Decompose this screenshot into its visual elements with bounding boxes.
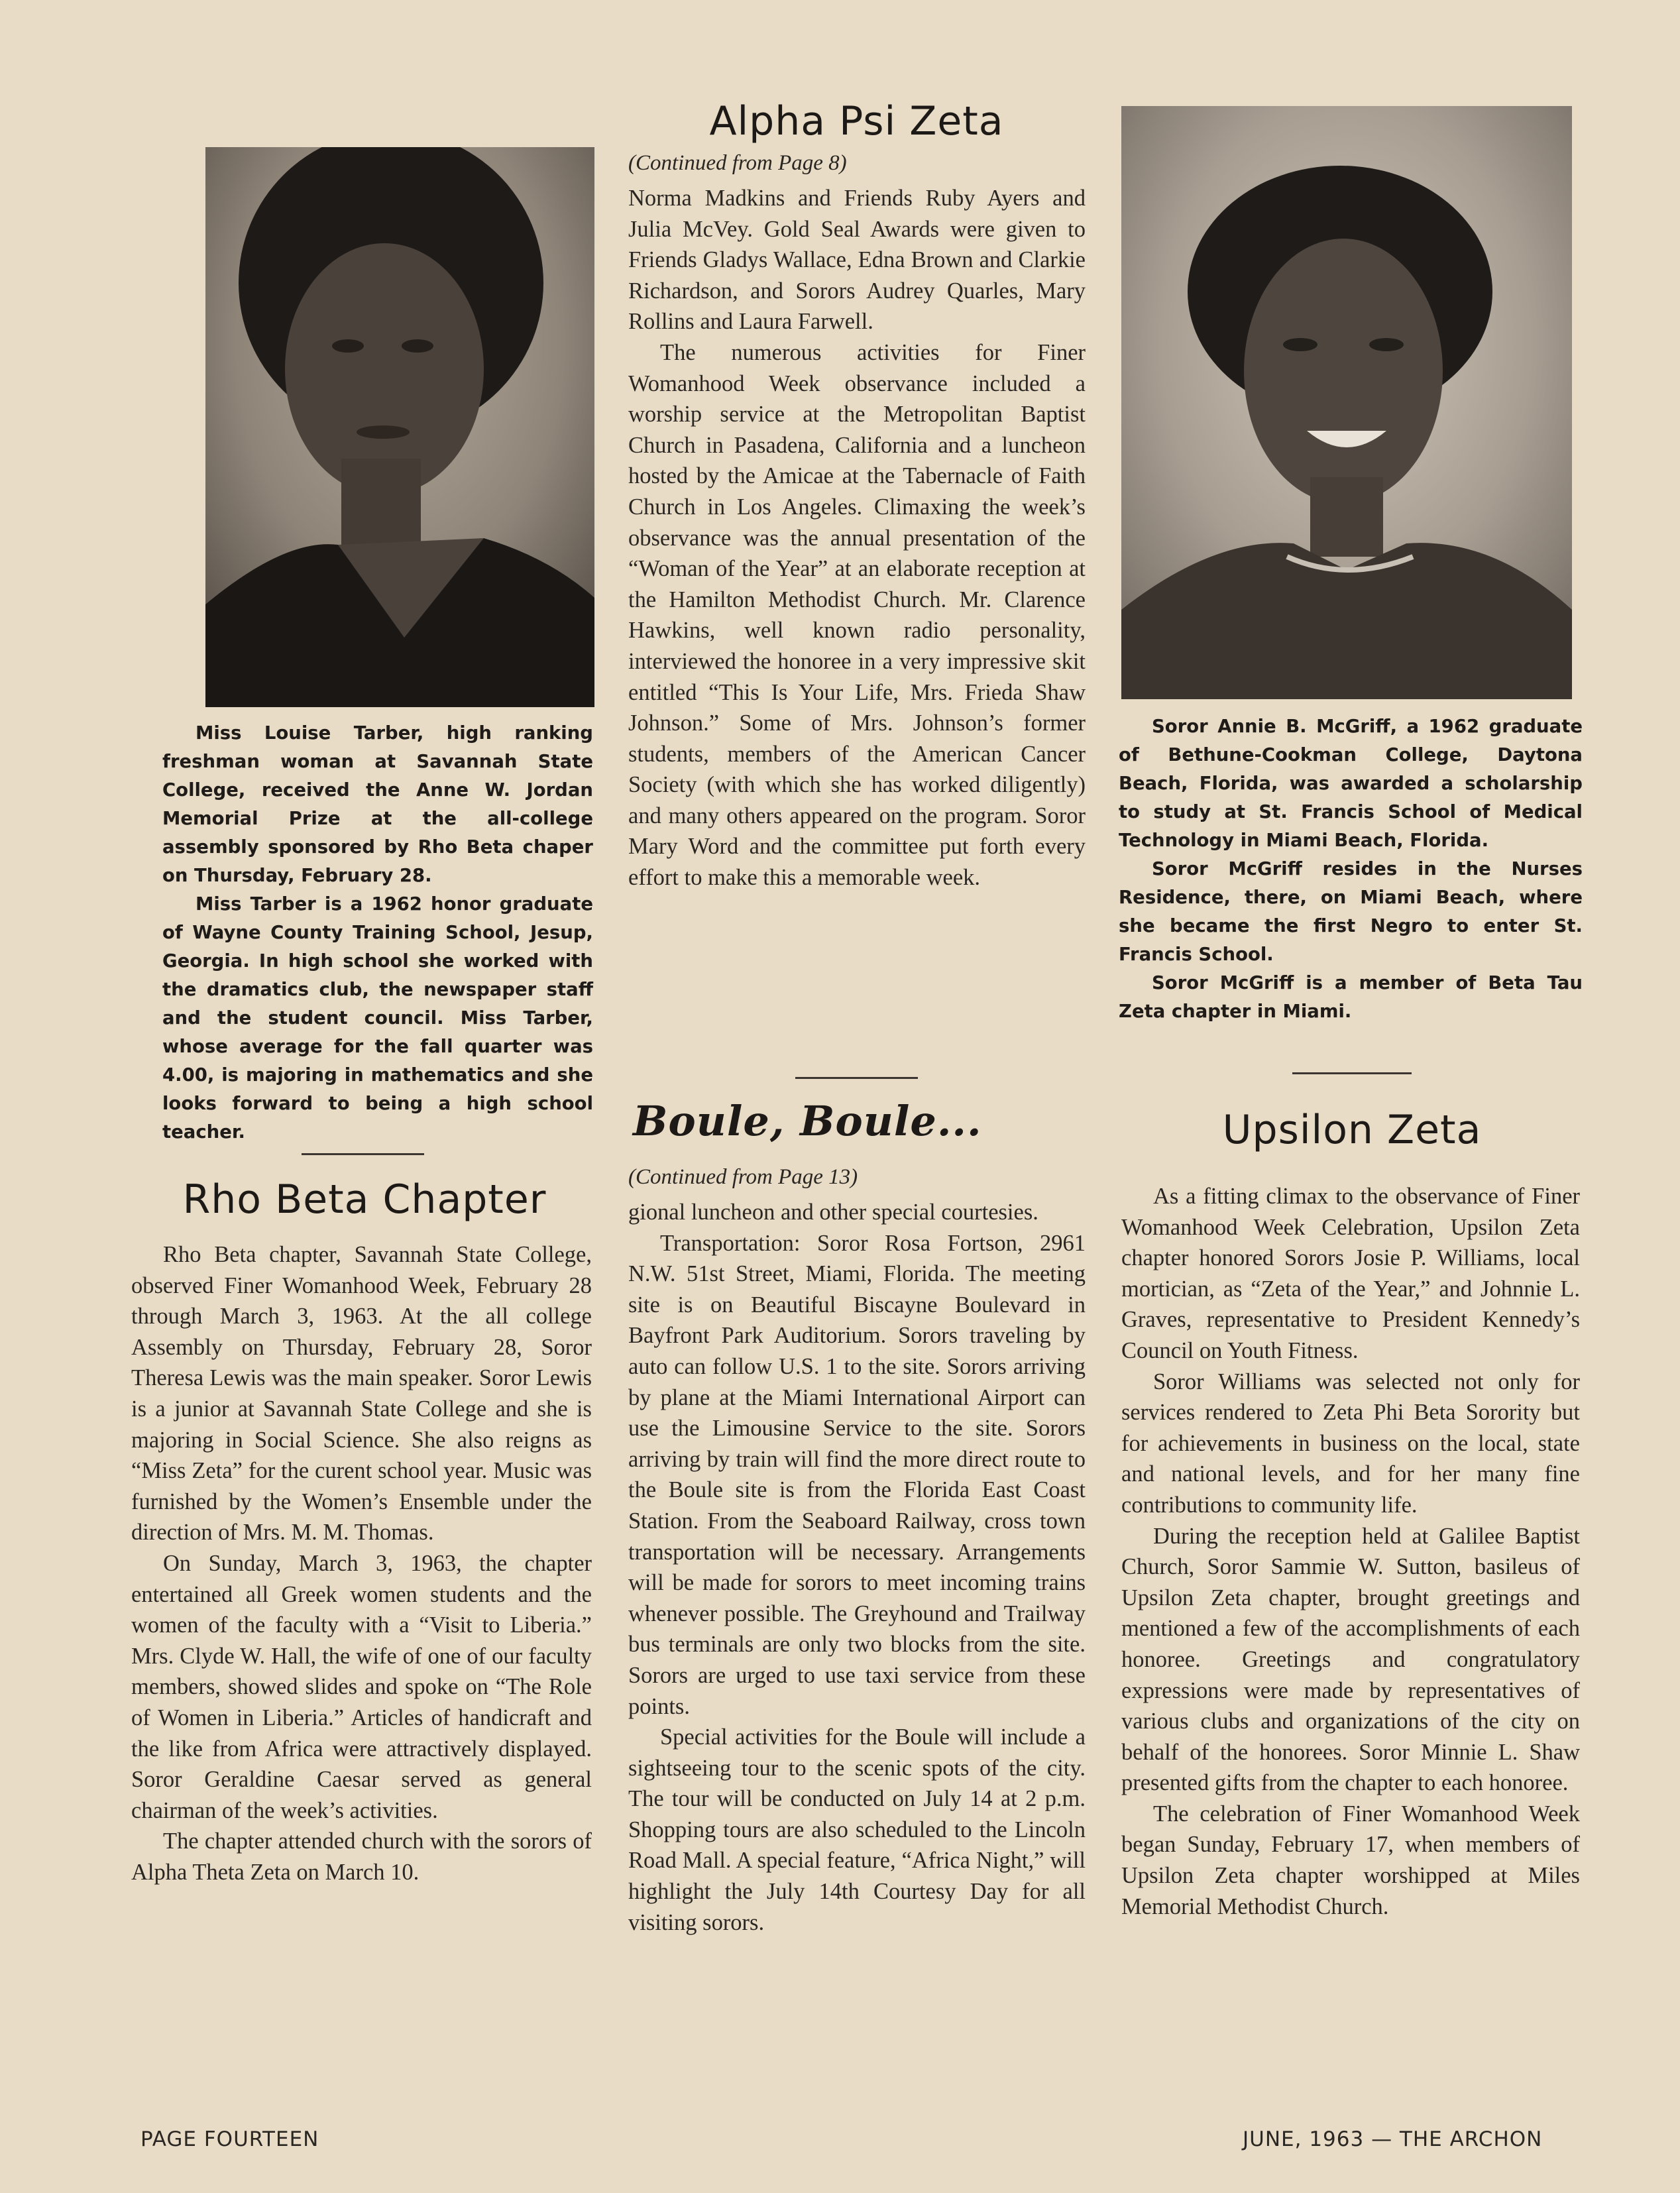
photo-caption-tarber [162, 719, 593, 1147]
paragraph: Norma Madkins and Friends Ruby Ayers and Julia McVey. Gold Seal Awards were given to Friends Gladys Wallace, Edna Brown and Clarkie Richardson, and Sorors Audrey Quarles, Mary Rollins and Laura Farwell. [628, 186, 1086, 335]
photo-caption-mcgriff [1119, 712, 1583, 1026]
paragraph: During the reception held at Galilee Baptist Church, Soror Sammie W. Sutton, basileus of Upsilon Zeta chapter, brought greetings and mentioned a few of the accomplishments of each honoree. Greetings and congratulatory expressions were made by representatives of various clubs and organizations of the city on behalf of the honorees. Soror Minnie L. Shaw presented gifts from the chapter to each honoree. [1121, 1523, 1580, 1796]
article-alpha-psi-zeta [628, 183, 1086, 893]
photo-annie-mcgriff [1121, 106, 1572, 699]
caption-paragraph: Miss Tarber is a 1962 honor graduate of Wayne County Training School, Jesup, Georgia. In high school she worked with the dramatics club, the newspaper staff and the student council. Miss Tarber, whose average for the fall quarter was 4.00, is majoring in mathematics and she looks forward to being a high school teacher. [162, 893, 593, 1143]
article-rho-beta [131, 1239, 592, 1887]
paragraph: As a fitting climax to the observance of Finer Womanhood Week Celebration, Upsilon Zeta chapter honored Sorors Josie P. Williams, local mortician, as “Zeta of the Year,” and Johnnie L. Graves, representative to President Kennedy’s Council on Youth Fitness. [1121, 1184, 1580, 1363]
caption-paragraph: Soror McGriff is a member of Beta Tau Zeta chapter in Miami. [1119, 972, 1583, 1022]
heading-rho-beta-chapter: Rho Beta Chapter [182, 1176, 547, 1223]
caption-paragraph: Miss Louise Tarber, high ranking freshman woman at Savannah State College, received the Anne W. Jordan Memorial Prize at the all-college assembly sponsored by Rho Beta chaper on Thursday, February 28. [162, 722, 593, 886]
paragraph: Transportation: Soror Rosa Fortson, 2961 N.W. 51st Street, Miami, Florida. The meeting site is on Beautiful Biscayne Boulevard in Bayfront Park Auditorium. Sorors traveling by auto can follow U.S. 1 to the site. Sorors arriving by plane at the Miami International Airport can use the Limousine Service to the site. Sorors arriving by train will find the more direct route to the Boule site is from the Florida East Coast Station. From the Seaboard Railway, cross town transportation will be necessary. Arrangements will be made for sorors to meet incoming trains whenever possible. The Greyhound and Trailway bus terminals are only two blocks from the site. Sorors are urged to use taxi service from these points. [628, 1230, 1086, 1719]
paragraph: The celebration of Finer Womanhood Week began Sunday, February 17, when members of Upsilon Zeta chapter worshipped at Miles Memorial Methodist Church. [1121, 1801, 1580, 1919]
heading-boule-boule: Boule, Boule... [633, 1097, 982, 1145]
paragraph: The chapter attended church with the sorors of Alpha Theta Zeta on March 10. [131, 1828, 592, 1885]
continued-note: (Continued from Page 13) [628, 1165, 858, 1189]
paragraph: Soror Williams was selected not only for services rendered to Zeta Phi Beta Sorority but for achievements in business on the local, state and national levels, and for her many fine contributions to community life. [1121, 1369, 1580, 1518]
paragraph: gional luncheon and other special courtesies. [628, 1200, 1038, 1225]
paragraph: Rho Beta chapter, Savannah State College, observed Finer Womanhood Week, February 28 through March 3, 1963. At the all college Assembly on Thursday, February 28, Soror Theresa Lewis was the main speaker. Soror Lewis is a junior at Savannah State College and she is majoring in Social Science. She also reigns as “Miss Zeta” for the curent school year. Music was furnished by the Women’s Ensemble under the direction of Mrs. M. M. Thomas. [131, 1242, 592, 1546]
section-divider [1292, 1072, 1412, 1074]
continued-note: (Continued from Page 8) [628, 151, 847, 175]
section-divider [302, 1153, 424, 1155]
article-upsilon-zeta [1121, 1181, 1580, 1922]
paragraph: The numerous activities for Finer Womanhood Week observance included a worship service at the Metropolitan Baptist Church in Pasadena, California and a luncheon hosted by the Amicae at the Tabernacle of Faith Church in Los Angeles. Climaxing the week’s observance was the annual presentation of the “Woman of the Year” at an elaborate reception at the Hamilton Methodist Church. Mr. Clarence Hawkins, well known radio personality, interviewed the honoree in a very impressive skit entitled “This Is Your Life, Mrs. Frieda Shaw Johnson.” Some of Mrs. Johnson’s former students, members of the American Cancer Society (with which she has worked diligently) and many others appeared on the program. Soror Mary Word and the committee put forth every effort to make this a memorable week. [628, 339, 1086, 891]
caption-paragraph: Soror Annie B. McGriff, a 1962 graduate of Bethune-Cookman College, Daytona Beach, Florida, was awarded a scholarship to study at St. Francis School of Medical Technology in Miami Beach, Florida. [1119, 716, 1583, 851]
article-boule [628, 1197, 1086, 1938]
caption-paragraph: Soror McGriff resides in the Nurses Residence, there, on Miami Beach, where she became the first Negro to enter St. Francis School. [1119, 858, 1583, 965]
heading-upsilon-zeta: Upsilon Zeta [1222, 1107, 1482, 1153]
paragraph: On Sunday, March 3, 1963, the chapter entertained all Greek women students and the women of the faculty with a “Visit to Liberia.” Mrs. Clyde W. Hall, the wife of one of our faculty members, showed slides and spoke on “The Role of Women in Liberia.” Articles of handicraft and the like from Africa were attractively displayed. Soror Geraldine Caesar served as general chairman of the week’s activities. [131, 1550, 592, 1823]
paragraph: Special activities for the Boule will include a sightseeing tour to the scenic spots of the city. The tour will be conducted on July 14 at 2 p.m. Shopping tours are also scheduled to the Lincoln Road Mall. A special feature, “Africa Night,” will highlight the July 14th Courtesy Day for all visiting sorors. [628, 1724, 1086, 1935]
photo-louise-tarber [205, 147, 594, 707]
issue-line: JUNE, 1963 — THE ARCHON [1243, 2127, 1543, 2151]
heading-alpha-psi-zeta: Alpha Psi Zeta [709, 98, 1004, 144]
page-number: PAGE FOURTEEN [140, 2127, 319, 2151]
section-divider [795, 1077, 918, 1079]
